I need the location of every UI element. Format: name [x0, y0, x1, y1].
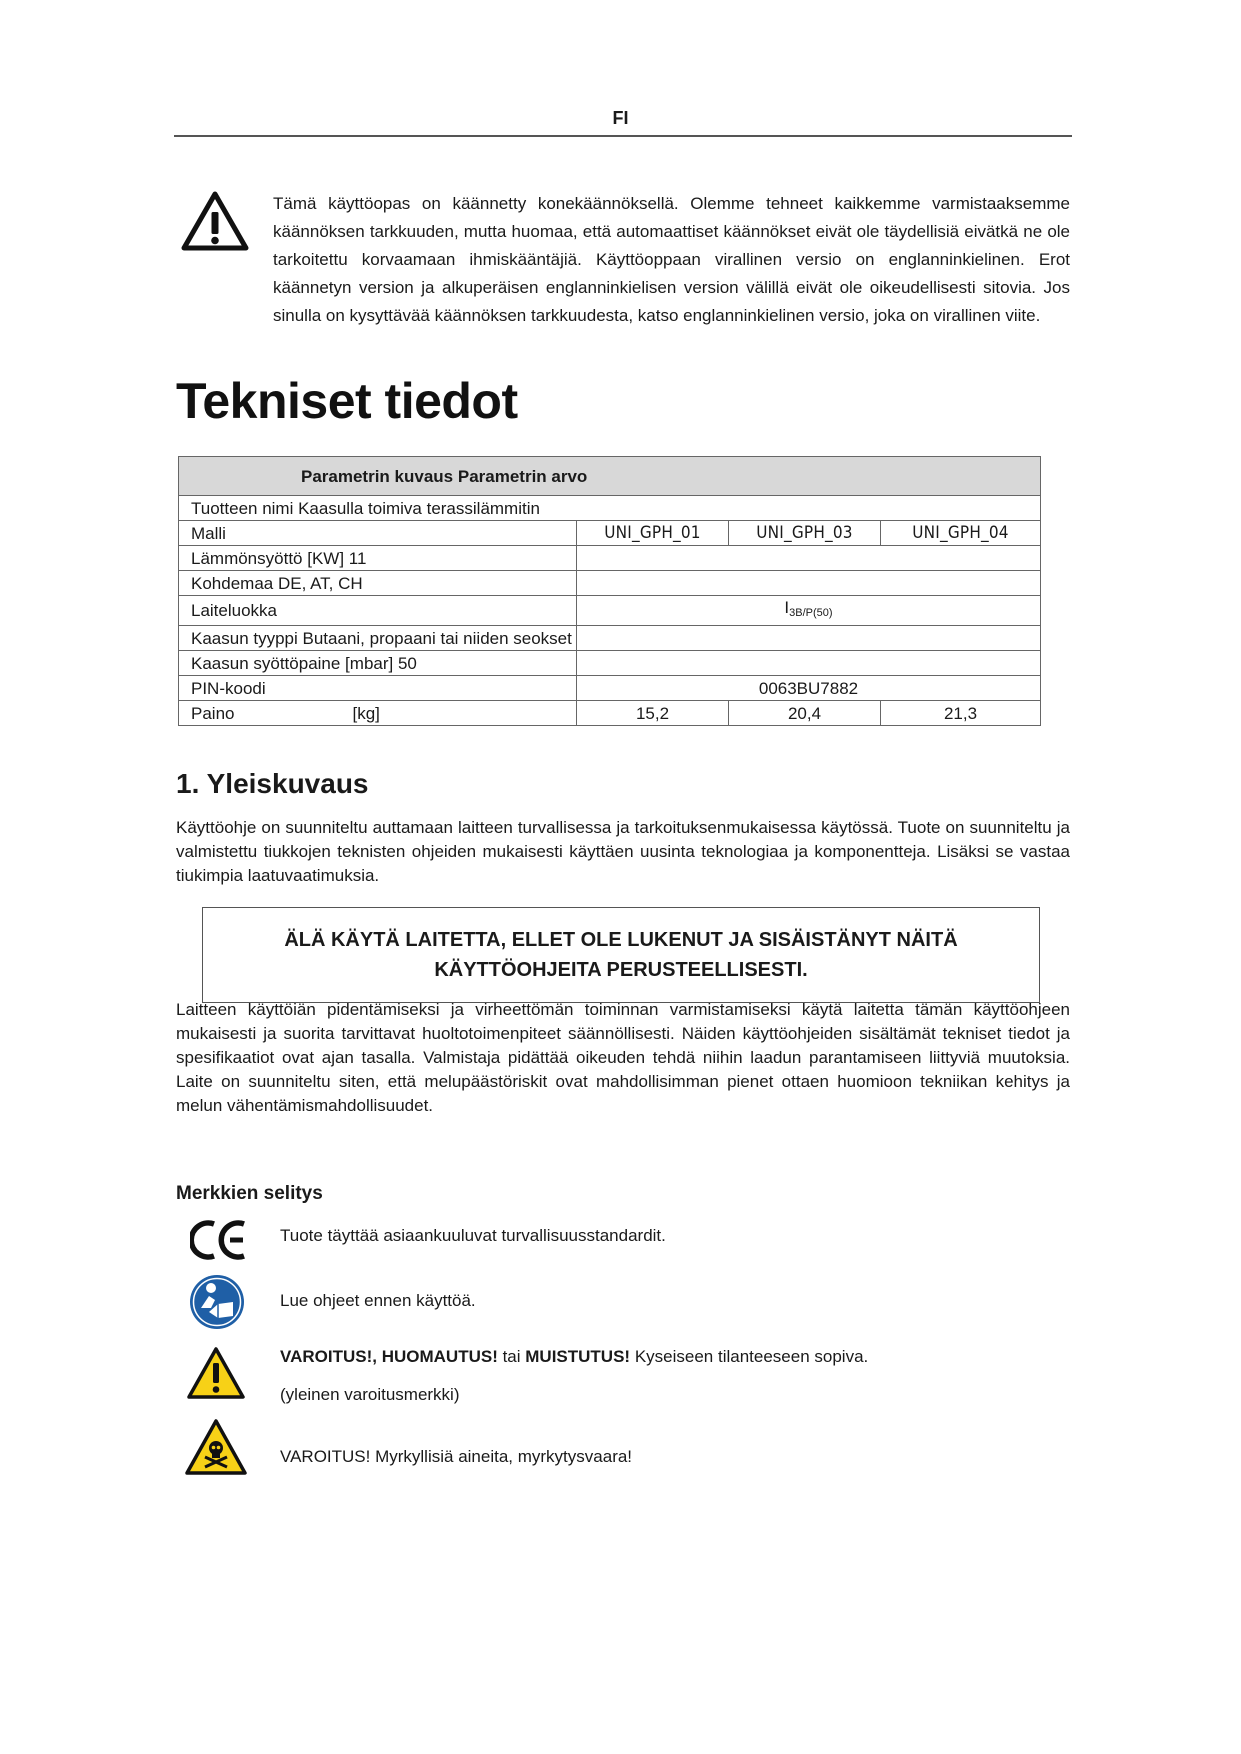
read-manual-icon	[189, 1274, 245, 1330]
symbols-heading: Merkkien selitys	[176, 1183, 323, 1204]
toxic-warning-icon	[184, 1418, 248, 1476]
table-header-row	[179, 457, 1041, 496]
pin-value: 0063BU7882	[577, 676, 1041, 701]
manual-description: Lue ohjeet ennen käyttöä.	[280, 1291, 476, 1310]
table-row	[179, 596, 1041, 626]
table-row	[179, 651, 1041, 676]
warning-note: (yleinen varoitusmerkki)	[280, 1385, 460, 1404]
table-row	[179, 546, 1041, 571]
ce-description: Tuote täyttää asiaankuuluvat turvallisuusstandardit.	[280, 1226, 666, 1245]
warning-description: VAROITUS!, HUOMAUTUS! tai MUISTUTUS! Kyseiseen tilanteeseen sopiva.	[280, 1347, 869, 1366]
table-row	[179, 676, 1041, 701]
body-paragraph: Laitteen käyttöiän pidentämiseksi ja virheettömän toiminnan varmistamiseksi käytä laitetta tämän käyttöohjeen mukaisesti ja suorita tarvittavat huoltotoimenpiteet säännöllisesti. Näiden käyttöohjeiden sisältämät tekniset tiedot ja spesifikaatiot ovat ajan tasalla. Valmistaja pidättää oikeuden tehdä niihin laadun parantamiseen liittyviä muutoksia. Laite on suunniteltu siten, että melupäästöriskit ovat mahdollisimman pienet ottaen huomioon tekniikan kehitys ja melun vähentämismahdollisuudet.	[176, 1000, 1070, 1115]
destination-cell: Kohdemaa DE, AT, CH	[179, 571, 577, 596]
weight-value: 15,2	[577, 701, 729, 726]
weight-value: 21,3	[881, 701, 1041, 726]
device-class-label: Laiteluokka	[179, 596, 577, 626]
table-row	[179, 521, 1041, 546]
header-divider	[174, 135, 1072, 137]
spec-table	[178, 456, 1041, 726]
section-heading: 1. Yleiskuvaus	[176, 768, 369, 799]
translation-disclaimer: Tämä käyttöopas on käännetty konekäännöksellä. Olemme tehneet kaikkemme varmistaaksemme käännöksen tarkkuuden, mutta huomaa, että automaattiset käännökset eivät ole täydellisiä eivätkä ne ole tarkoitettu korvaamaan ihmiskääntäjiä. Käyttöoppaan virallinen versio on englanninkielinen. Erot käännetyn version ja alkuperäisen englanninkielisen version välillä eivät ole oikeudellisesti sitovia. Jos sinulla on kysyttävää käännöksen tarkkuudesta, katso englanninkielinen versio, joka on virallinen viite.	[273, 194, 1070, 325]
table-row	[179, 571, 1041, 596]
gas-pressure-cell: Kaasun syöttöpaine [mbar] 50	[179, 651, 577, 676]
model-value: UNI_GPH_01	[577, 521, 729, 546]
weight-value: 20,4	[729, 701, 881, 726]
language-code: FI	[612, 108, 629, 128]
toxic-description: VAROITUS! Myrkyllisiä aineita, myrkytysvaara!	[280, 1447, 633, 1466]
page-title: Tekniset tiedot	[176, 373, 518, 429]
product-name-cell: Tuotteen nimi Kaasulla toimiva terassilämmitin	[179, 496, 1041, 521]
heat-input-cell: Lämmönsyöttö [KW] 11	[179, 546, 577, 571]
device-class-value: $I_{3B/P(50)}$	[577, 596, 1041, 626]
warning-triangle-icon	[180, 190, 250, 252]
notice-box: ÄLÄ KÄYTÄ LAITETTA, ELLET OLE LUKENUT JA SISÄISTÄNYT NÄITÄ KÄYTTÖOHJEITA PERUSTEELLISESTI.	[202, 907, 1040, 1003]
gas-type-cell: Kaasun tyyppi Butaani, propaani tai niiden seokset	[179, 626, 577, 651]
pin-label: PIN-koodi	[179, 676, 577, 701]
general-warning-icon	[186, 1346, 246, 1400]
table-row	[179, 626, 1041, 651]
table-row	[179, 701, 1041, 726]
model-value: UNI_GPH_03	[729, 521, 881, 546]
model-value: UNI_GPH_04	[881, 521, 1041, 546]
table-header: Parametrin kuvaus Parametrin arvo	[179, 457, 1041, 496]
model-label: Malli	[179, 521, 577, 546]
intro-paragraph: Käyttöohje on suunniteltu auttamaan laitteen turvallisessa ja tarkoituksenmukaisessa käytössä. Tuote on suunniteltu ja valmistettu tiukkojen teknisten ohjeiden mukaisesti käyttäen uusinta teknologiaa ja komponentteja. Lisäksi se vastaa tiukimpia laatuvaatimuksia.	[176, 818, 1070, 885]
ce-mark-icon	[190, 1218, 248, 1262]
weight-label-cell: Paino [kg]	[179, 701, 577, 726]
table-row	[179, 496, 1041, 521]
